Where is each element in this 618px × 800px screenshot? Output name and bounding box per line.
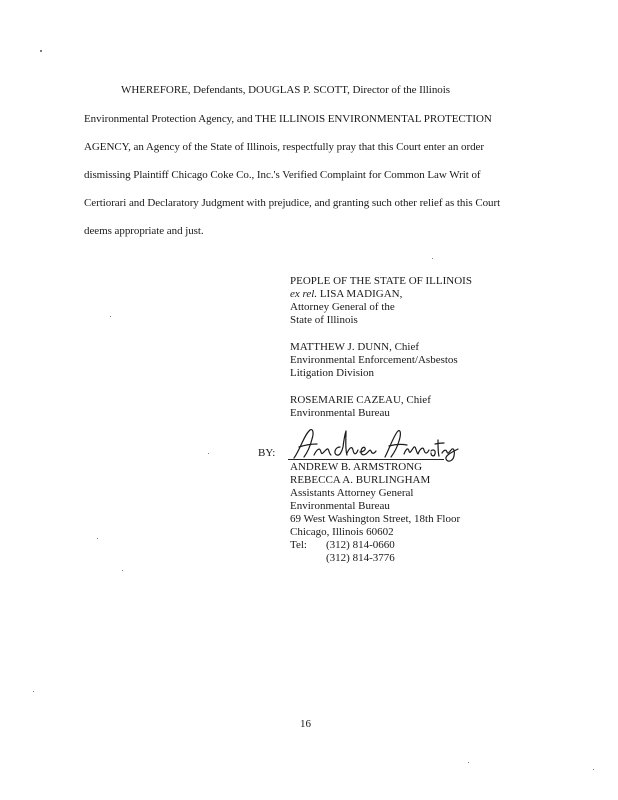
chief2-title: Environmental Bureau [290, 407, 390, 419]
scan-speck [97, 538, 98, 539]
phone-1: (312) 814-0660 [326, 539, 395, 551]
signer-2: REBECCA A. BURLINGHAM [290, 474, 431, 486]
bureau-name: Environmental Bureau [290, 500, 390, 512]
ex-rel-line [290, 288, 472, 301]
ex-rel-prefix: ex rel. [290, 288, 318, 300]
chief1-title-2: Litigation Division [290, 367, 375, 379]
body-line-5: Certiorari and Declaratory Judgment with prejudice, and granting such other relief as this Court [84, 197, 501, 209]
address-line-2: Chicago, Illinois 60602 [290, 526, 394, 538]
tel-label: Tel: [290, 539, 307, 551]
address-line-1: 69 West Washington Street, 18th Floor [290, 513, 461, 525]
chief1-title-1: Environmental Enforcement/Asbestos [290, 354, 458, 366]
chief1-name: MATTHEW J. DUNN, Chief [290, 341, 420, 353]
ag-title-1: Attorney General of the [290, 301, 395, 313]
scan-speck [432, 258, 433, 259]
ex-rel-name: LISA MADIGAN, [319, 288, 403, 300]
bureau-chief-block [290, 394, 431, 420]
attorney-general-block [290, 275, 472, 327]
chief2-name: ROSEMARIE CAZEAU, Chief [290, 394, 431, 406]
signer-title: Assistants Attorney General [290, 487, 414, 499]
signers-block [290, 461, 460, 565]
ag-title-2: State of Illinois [290, 314, 358, 326]
people-heading: PEOPLE OF THE STATE OF ILLINOIS [290, 275, 472, 287]
scan-speck [208, 453, 209, 454]
enforcement-chief-block [290, 341, 458, 380]
body-line-6: deems appropriate and just. [84, 225, 204, 237]
signer-1: ANDREW B. ARMSTRONG [290, 461, 423, 473]
body-line-4: dismissing Plaintiff Chicago Coke Co., Inc.'s Verified Complaint for Common Law Writ of [84, 169, 481, 181]
body-line-2: Environmental Protection Agency, and THE ILLINOIS ENVIRONMENTAL PROTECTION [84, 113, 492, 125]
body-line-3: AGENCY, an Agency of the State of Illinois, respectfully pray that this Court enter an order [84, 141, 484, 153]
scan-speck [110, 316, 111, 317]
page-number: 16 [300, 718, 311, 730]
scan-speck [468, 762, 469, 763]
scan-speck [33, 691, 34, 692]
phone-2: (312) 814-3776 [326, 552, 395, 564]
telephone-row-1 [290, 539, 460, 552]
signature-line [288, 459, 444, 460]
scan-speck [122, 570, 123, 571]
telephone-row-2 [290, 552, 460, 565]
body-line-1: WHEREFORE, Defendants, DOUGLAS P. SCOTT, Director of the Illinois [121, 84, 450, 96]
scan-speck [40, 50, 42, 52]
by-label: BY: [258, 447, 276, 459]
scan-speck [593, 769, 594, 770]
